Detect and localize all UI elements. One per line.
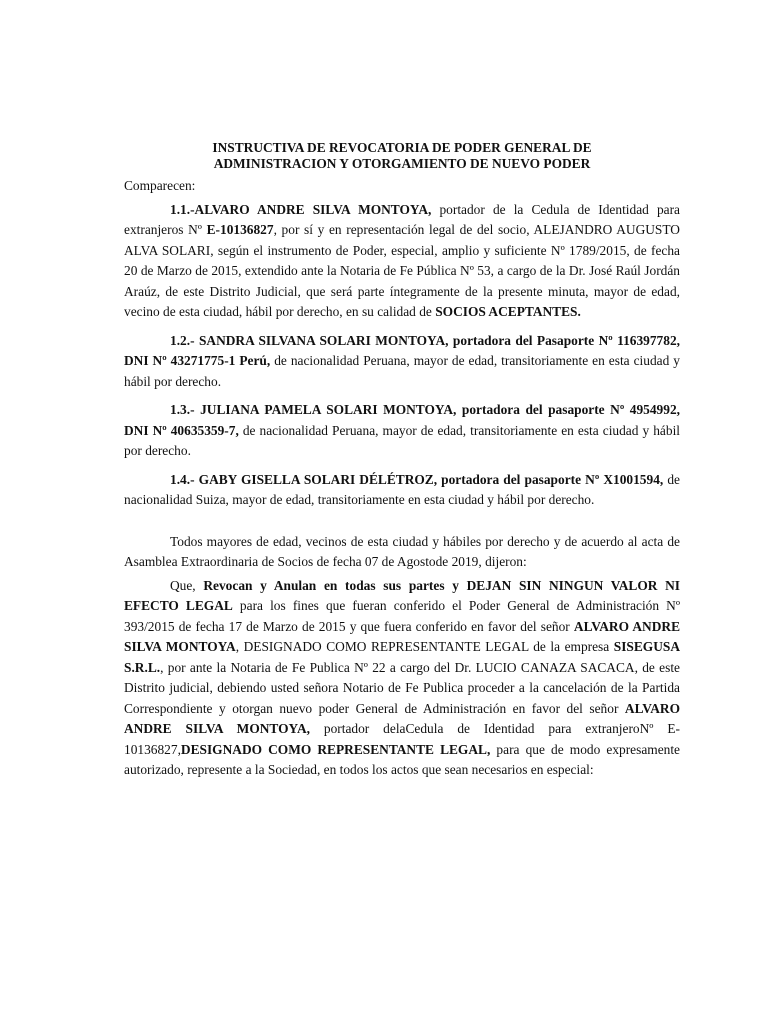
paragraph-revocan <box>124 576 680 781</box>
p6-bold-2: ALVARO ANDRE SILVA MONTOYA <box>124 618 681 654</box>
p4-rest: de nacionalidad Suiza, mayor de edad, transitoriamente en esta ciudad y hábil por derecho. <box>124 471 680 507</box>
p1-tail: SOCIOS ACEPTANTES. <box>435 304 581 319</box>
p6-text-2: para los fines que fueran conferido el Poder General de Administración Nº 393/2015 de fecha 17 de Marzo de 2015 y que fuera conferido en favor del señor <box>124 598 680 634</box>
p6-bold-5: DESIGNADO COMO REPRESENTANTE LEGAL, <box>180 741 491 757</box>
paragraph-todos: Todos mayores de edad, vecinos de esta ciudad y hábiles por derecho y de acuerdo al acta de Asamblea Extraordinaria de Socios de fecha 07 de Agostode 2019, dijeron: <box>124 533 680 569</box>
p6-bold-4: ALVARO ANDRE SILVA MONTOYA, <box>124 700 680 736</box>
p6-text-5: portador delaCedula de Identidad para extranjeroNº E-10136827, <box>124 721 680 757</box>
paragraph-1-4 <box>124 470 680 511</box>
p6-bold-3: SISEGUSA S.R.L. <box>124 639 680 675</box>
paragraph-1-2 <box>124 331 680 393</box>
paragraph-1-3 <box>124 400 680 462</box>
title-line-1: INSTRUCTIVA DE REVOCATORIA DE PODER GENERAL DE <box>212 140 592 155</box>
comparecen-label: Comparecen: <box>124 178 196 193</box>
paragraph-1-1 <box>124 200 680 323</box>
p6-text-3: , DESIGNADO COMO REPRESENTANTE LEGAL de la empresa <box>235 639 614 654</box>
p1-text-1: portador de la Cedula de Identidad para extranjeros Nº <box>124 201 680 237</box>
p6-bold-1: Revocan y Anulan en todas sus partes y DEJAN SIN NINGUN VALOR NI EFECTO LEGAL <box>124 577 680 613</box>
p6-text-4: , por ante la Notaria de Fe Publica Nº 22 a cargo del Dr. LUCIO CANAZA SACACA, de este Distrito judicial, debiendo usted señora Notario de Fe Publica proceder a la cancelación de la Partida Correspondiente y otorgan nuevo poder General de Administración en favor del señor <box>124 659 680 716</box>
document-title <box>124 140 680 172</box>
document-page <box>124 140 680 781</box>
p2-rest: de nacionalidad Peruana, mayor de edad, transitoriamente en esta ciudad y hábil por derecho. <box>124 353 680 389</box>
p1-text-2: , por sí y en representación legal de del socio, ALEJANDRO AUGUSTO ALVA SOLARI, según el instrumento de Poder, especial, amplio y suficiente Nº 1789/2015, de fecha 20 de Marzo de 2015, extendido ante la Notaria de Fe Pública Nº 53, a cargo de la Dr. José Raúl Jordán Araúz, de este Distrito Judicial, que será parte íntegramente de la presente minuta, mayor de edad, vecino de esta ciudad, hábil por derecho, en su calidad de <box>124 222 680 319</box>
p1-id: E-10136827 <box>206 222 274 237</box>
p1-lead: 1.1.-ALVARO ANDRE SILVA MONTOYA, <box>170 201 432 217</box>
p4-lead: 1.4.- GABY GISELLA SOLARI DÉLÉTROZ, portadora del pasaporte Nº X1001594, <box>170 471 664 487</box>
p3-rest: de nacionalidad Peruana, mayor de edad, transitoriamente en esta ciudad y hábil por derecho. <box>124 422 681 458</box>
p6-text-1: Que, <box>170 577 204 593</box>
p2-lead: 1.2.- SANDRA SILVANA SOLARI MONTOYA, portadora del Pasaporte Nº 116397782, DNI Nº 43271775-1 Perú, <box>124 332 680 368</box>
title-line-2: ADMINISTRACION Y OTORGAMIENTO DE NUEVO PODER <box>213 156 591 171</box>
p6-text-6: para que de modo expresamente autorizado, represente a la Sociedad, en todos los actos que sean necesarios en especial: <box>124 741 680 777</box>
p3-lead: 1.3.- JULIANA PAMELA SOLARI MONTOYA, portadora del pasaporte Nº 4954992, DNI Nº 40635359-7, <box>124 402 680 438</box>
